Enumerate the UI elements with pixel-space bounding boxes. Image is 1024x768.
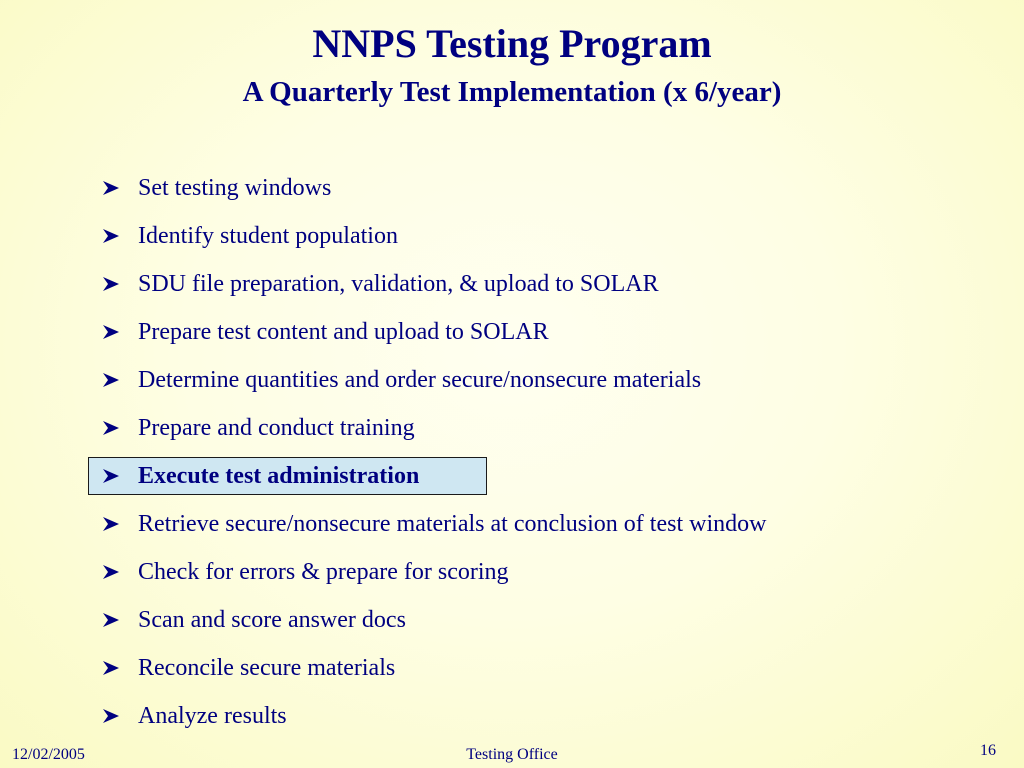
bullet-item [100, 404, 766, 452]
arrow-bullet-icon [102, 228, 120, 244]
arrow-bullet-icon [102, 468, 120, 484]
bullet-item [100, 356, 766, 404]
arrow-bullet-icon [102, 516, 120, 532]
bullet-item [100, 548, 766, 596]
bullet-text: SDU file preparation, validation, & upload to SOLAR [138, 271, 659, 297]
bullet-text: Scan and score answer docs [138, 607, 406, 633]
bullet-text: Retrieve secure/nonsecure materials at conclusion of test window [138, 511, 767, 537]
arrow-bullet-icon [102, 612, 120, 628]
footer-date: 12/02/2005 [12, 746, 85, 763]
arrow-bullet-icon [102, 180, 120, 196]
bullet-text: Execute test administration [138, 463, 420, 489]
bullet-text: Determine quantities and order secure/nonsecure materials [138, 367, 702, 393]
bullet-item [100, 500, 766, 548]
bullet-text: Prepare test content and upload to SOLAR [138, 319, 549, 345]
footer-center-text: Testing Office [466, 746, 558, 763]
bullet-item [100, 212, 766, 260]
arrow-bullet-icon [102, 372, 120, 388]
bullet-text: Reconcile secure materials [138, 655, 396, 681]
slide-title: NNPS Testing Program [312, 21, 712, 66]
slide-subtitle: A Quarterly Test Implementation (x 6/year) [242, 76, 782, 108]
bullet-text: Analyze results [138, 703, 287, 729]
arrow-bullet-icon [102, 564, 120, 580]
arrow-bullet-icon [102, 324, 120, 340]
bullet-item [100, 692, 766, 740]
arrow-bullet-icon [102, 660, 120, 676]
arrow-bullet-icon [102, 276, 120, 292]
bullet-text: Prepare and conduct training [138, 415, 415, 441]
bullet-item [100, 596, 766, 644]
bullet-item [100, 260, 766, 308]
arrow-bullet-icon [102, 708, 120, 724]
bullet-item [100, 308, 766, 356]
bullet-text: Identify student population [138, 223, 398, 249]
bullet-list [100, 164, 766, 740]
bullet-item [100, 164, 766, 212]
bullet-item-highlighted [100, 452, 766, 500]
bullet-text: Set testing windows [138, 175, 332, 201]
bullet-text: Check for errors & prepare for scoring [138, 559, 509, 585]
arrow-bullet-icon [102, 420, 120, 436]
bullet-item [100, 644, 766, 692]
page-number: 16 [980, 742, 996, 759]
